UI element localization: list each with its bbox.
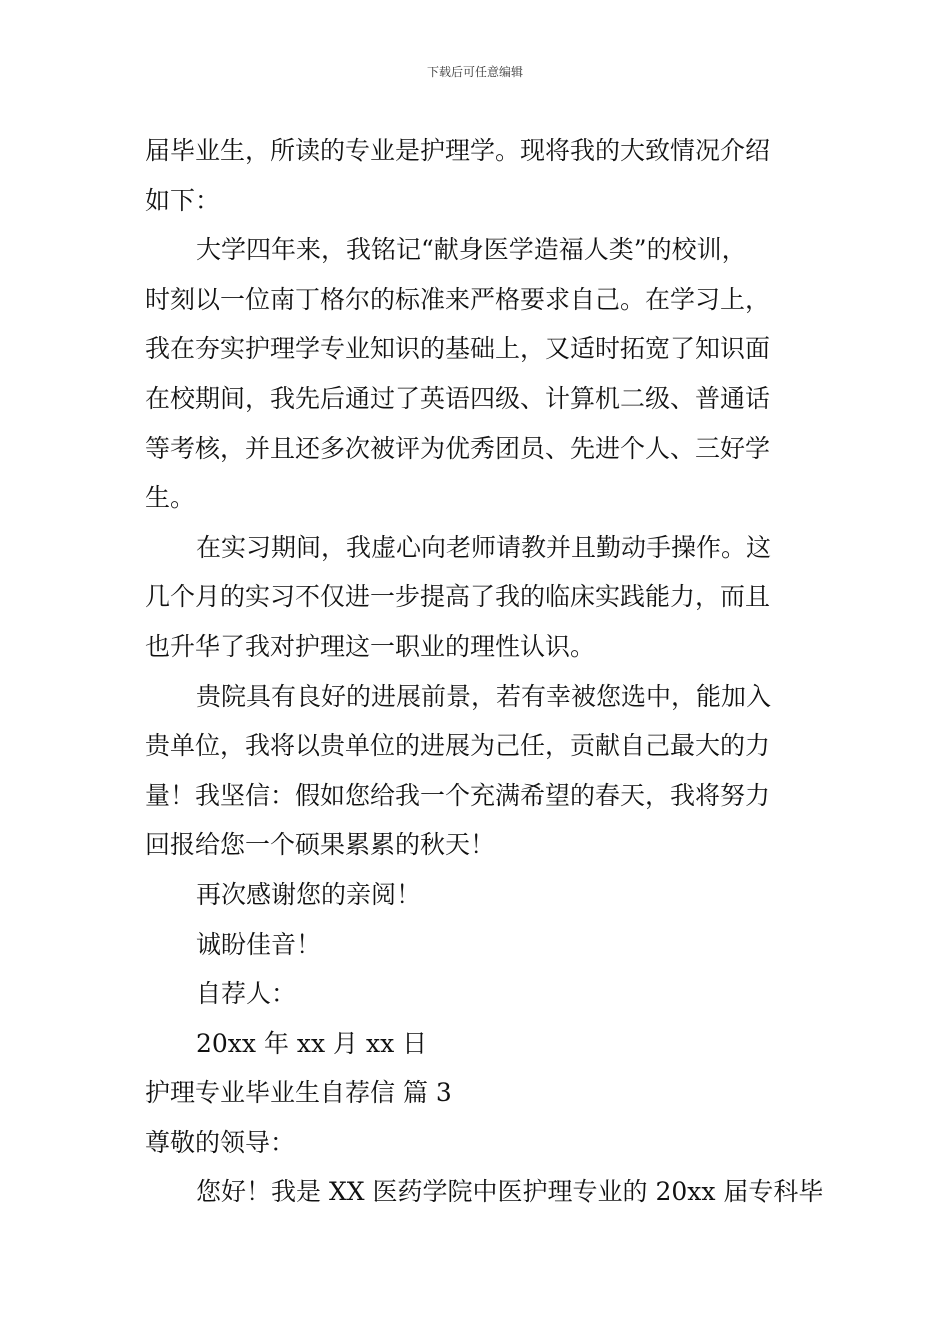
text-line: 时刻以一位南丁格尔的标准来严格要求自己。在学习上，	[145, 284, 771, 314]
salutation: 尊敬的领导：	[145, 1127, 296, 1157]
text-line: 大学四年来，我铭记“献身医学造福人类”的校训，	[196, 235, 747, 265]
document-body	[145, 126, 824, 1217]
text-line: 贵单位，我将以贵单位的进展为己任，贡献自己最大的力	[145, 731, 771, 761]
text-line: 如下：	[145, 185, 221, 215]
page-header-note: 下载后可任意编辑	[426, 65, 523, 79]
text-line: 在实习期间，我虚心向老师请教并且勤动手操作。这	[196, 532, 772, 562]
text-line: 在校期间，我先后通过了英语四级、计算机二级、普通话	[145, 383, 771, 413]
text-line: 贵院具有良好的进展前景，若有幸被您选中，能加入	[196, 681, 772, 711]
text-line: 生。	[145, 483, 196, 513]
closing-line: 再次感谢您的亲阅！	[196, 879, 422, 909]
text-line: 我在夯实护理学专业知识的基础上，又适时拓宽了知识面	[145, 334, 771, 364]
closing-line: 诚盼佳音！	[196, 929, 322, 959]
text-line: 几个月的实习不仅进一步提高了我的临床实践能力，而且	[145, 582, 771, 612]
text-line: 回报给您一个硕果累累的秋天！	[145, 830, 496, 860]
text-line: 届毕业生，所读的专业是护理学。现将我的大致情况介绍	[145, 136, 771, 165]
signature-label: 自荐人：	[196, 979, 297, 1009]
text-line: 量！我坚信：假如您给我一个充满希望的春天，我将努力	[145, 780, 771, 810]
section-title: 护理专业毕业生自荐信 篇 3	[145, 1078, 452, 1108]
date-line: 20xx 年 xx 月 xx 日	[196, 1028, 428, 1058]
text-line: 您好！我是 XX 医药学院中医护理专业的 20xx 届专科毕	[196, 1177, 824, 1207]
text-line: 也升华了我对护理这一职业的理性认识。	[145, 631, 596, 661]
text-line: 等考核，并且还多次被评为优秀团员、先进个人、三好学	[145, 433, 771, 463]
